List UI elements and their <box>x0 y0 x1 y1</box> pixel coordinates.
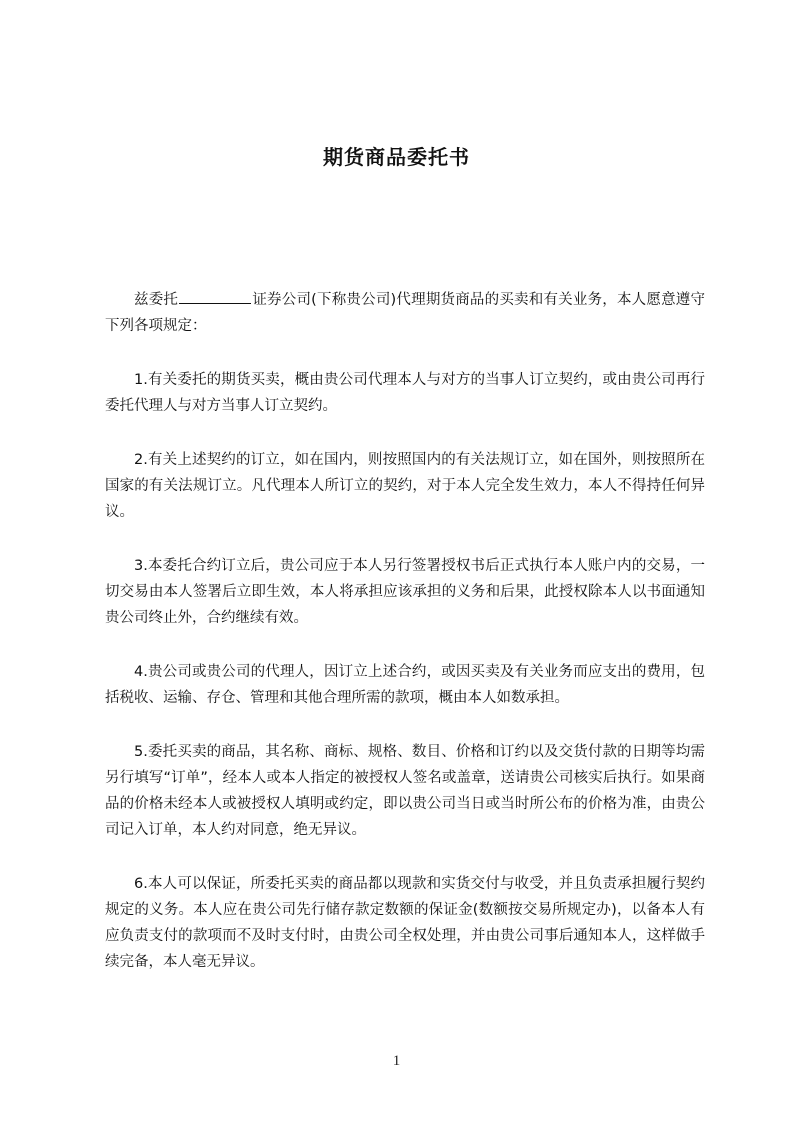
clause-4: 4.贵公司或贵公司的代理人，因订立上述合约，或因买卖及有关业务而应支出的费用，包括税收、运输、存仓、管理和其他合理所需的款项，概由本人如数承担。 <box>105 664 705 706</box>
document-title: 期货商品委托书 <box>323 145 470 169</box>
company-name-blank <box>179 289 251 304</box>
clause-6: 6.本人可以保证，所委托买卖的商品都以现款和实货交付与收受，并且负责承担履行契约规定的义务。本人应在贵公司先行储存款定数额的保证金(数额按交易所规定办)，以备本人有应负责支付的款项而不及时支付时，由贵公司全权处理，并由贵公司事后通知本人，这样做手续完备，本人毫无异议。 <box>105 876 705 970</box>
clause-5: 5.委托买卖的商品，其名称、商标、规格、数目、价格和订约以及交货付款的日期等均需另行填写“订单”，经本人或本人指定的被授权人签名或盖章，送请贵公司核实后执行。如果商品的价格未经本人或被授权人填明或约定，即以贵公司当日或当时所公布的价格为准，由贵公司记入订单，本人约对同意，绝无异议。 <box>105 744 705 838</box>
intro-after-text: 证券公司(下称贵公司)代理期货商品的买卖和有关业务，本人愿意遵守下列各项规定： <box>105 292 706 334</box>
page-number: 1 <box>392 1053 401 1069</box>
clause-3: 3.本委托合约订立后，贵公司应于本人另行签署授权书后正式执行本人账户内的交易，一切交易由本人签署后立即生效，本人将承担应该承担的义务和后果，此授权除本人以书面通知贵公司终止外，合约继续有效。 <box>105 558 705 626</box>
clause-2: 2.有关上述契约的订立，如在国内，则按照国内的有关法规订立，如在国外，则按照所在国家的有关法规订立。凡代理本人所订立的契约，对于本人完全发生效力，本人不得持任何异议。 <box>105 452 705 520</box>
intro-before-text: 兹委托 <box>134 292 179 308</box>
intro-paragraph <box>105 287 705 339</box>
clause-1: 1.有关委托的期货买卖，概由贵公司代理本人与对方的当事人订立契约，或由贵公司再行委托代理人与对方当事人订立契约。 <box>105 372 705 414</box>
document-body <box>105 287 705 1003</box>
